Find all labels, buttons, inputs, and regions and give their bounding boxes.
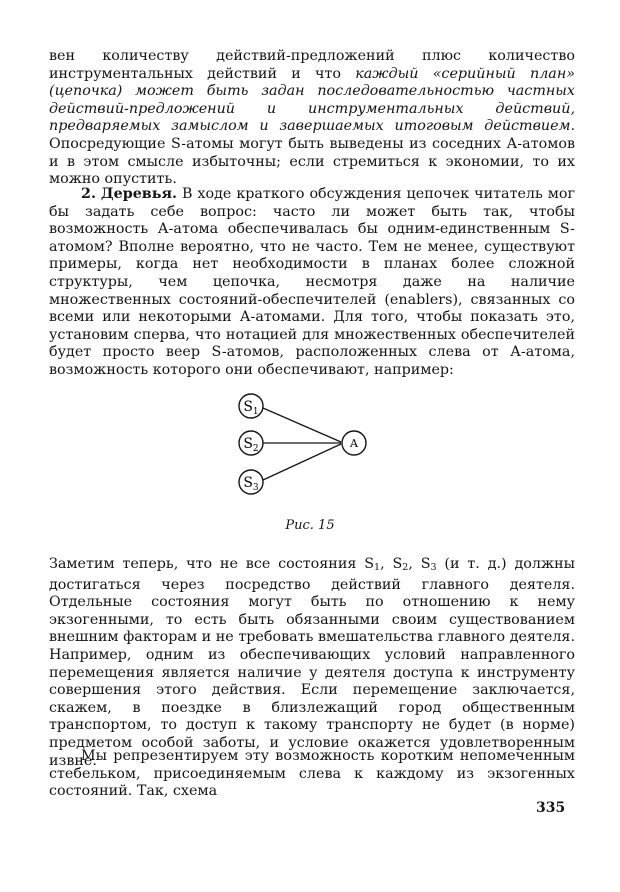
paragraph-representation: [49, 748, 575, 801]
para1-italic: каждый «серийный план» (цепочка) может быть задан последовательностью частных действий-предложений и инструментальных действий, предваряемых замыслом и завершаемых итоговым действием.: [49, 65, 575, 135]
node-s3-label: $S_3$: [243, 475, 259, 493]
figure-caption: Рис. 15: [285, 518, 335, 533]
section-number: 2.: [81, 186, 96, 202]
node-s1-label: $S_1$: [243, 399, 259, 417]
node-a-label: A: [350, 437, 358, 450]
edge-s3-a: [263, 444, 341, 480]
diagram-svg: [215, 388, 395, 500]
inline-s3: $S_3$: [420, 556, 437, 573]
para3-lead: Заметим теперь, что не все состояния: [49, 556, 365, 572]
paragraph-continuation: [49, 48, 575, 189]
paragraph-exogenous: Заметим теперь, что не все состояния $S_1$, $S_2$, $S_3$ (и т. д.) должны достигаться через посредство действий главного деятеля. Отдельные состояния могут быть по отношению к нему экзогенными, то есть быть обязанными своим существованием внешним факторам и не требовать вмешательства главного деятеля. Например, одним из обеспечивающих условий направленного перемещения является наличие у деятеля доступа к инструменту совершения этого действия. Если перемещение заключается, скажем, в поездке в близлежащий город общественным транспортом, то доступ к такому транспорту не будет (в норме) предметом особой заботы, и условие окажется удовлетворенным извне.: [49, 556, 576, 769]
page-number: 335: [536, 800, 566, 816]
inline-s1: $S_1$: [364, 556, 381, 573]
inline-s2: $S_2$: [392, 556, 409, 573]
figure-15-diagram: [215, 388, 395, 500]
node-s2-label: $S_2$: [243, 436, 259, 454]
section-title: Деревья.: [100, 186, 177, 202]
edge-s1-a: [263, 408, 341, 442]
paragraph-trees: [49, 186, 575, 380]
para1-lead: вен количеству действий-предложений плюс количество инструментальных действий и что: [49, 48, 575, 82]
para4-body: Мы репрезентируем эту возможность коротким непомеченным стебельком, присоединяемым слева к каждому из экзогенных состояний. Так, схема: [49, 748, 575, 800]
para1-tail: Опосредующие S-атомы могут быть выведены из соседних А-атомов и в этом смысле избыточны; если стремиться к экономии, то их можно опустить.: [49, 135, 575, 188]
para3-tail: (и т. д.) должны достигаться через посредство действий главного деятеля. Отдельные состояния могут быть по отношению к нему экзогенными, то есть быть обязанными своим существованием внешним факторам и не требовать вмешательства главного деятеля. Например, одним из обеспечивающих условий направленного перемещения является наличие у деятеля доступа к инструменту совершения этого действия. Если перемещение заключается, скажем, в поездке в близлежащий город общественным транспортом, то доступ к такому транспорту не будет (в норме) предметом особой заботы, и условие окажется удовлетворенным извне.: [49, 556, 576, 769]
para2-body: В ходе краткого обсуждения цепочек читатель мог бы задать себе вопрос: часто ли может быть так, чтобы возможность А-атома обеспечивалась бы одним-единственным S-атомом? Вполне вероятно, что не часто. Тем не менее, существуют примеры, когда нет необходимости в планах более сложной структуры, чем цепочка, несмотря даже на наличие множественных состояний-обеспечителей (enablers), связанных со всеми или некоторыми А-атомами. Для того, чтобы показать это, установим сперва, что нотацией для множественных обеспечителей будет просто веер S-атомов, расположенных слева от А-атома, возможность которого они обеспечивают, например:: [49, 186, 575, 378]
